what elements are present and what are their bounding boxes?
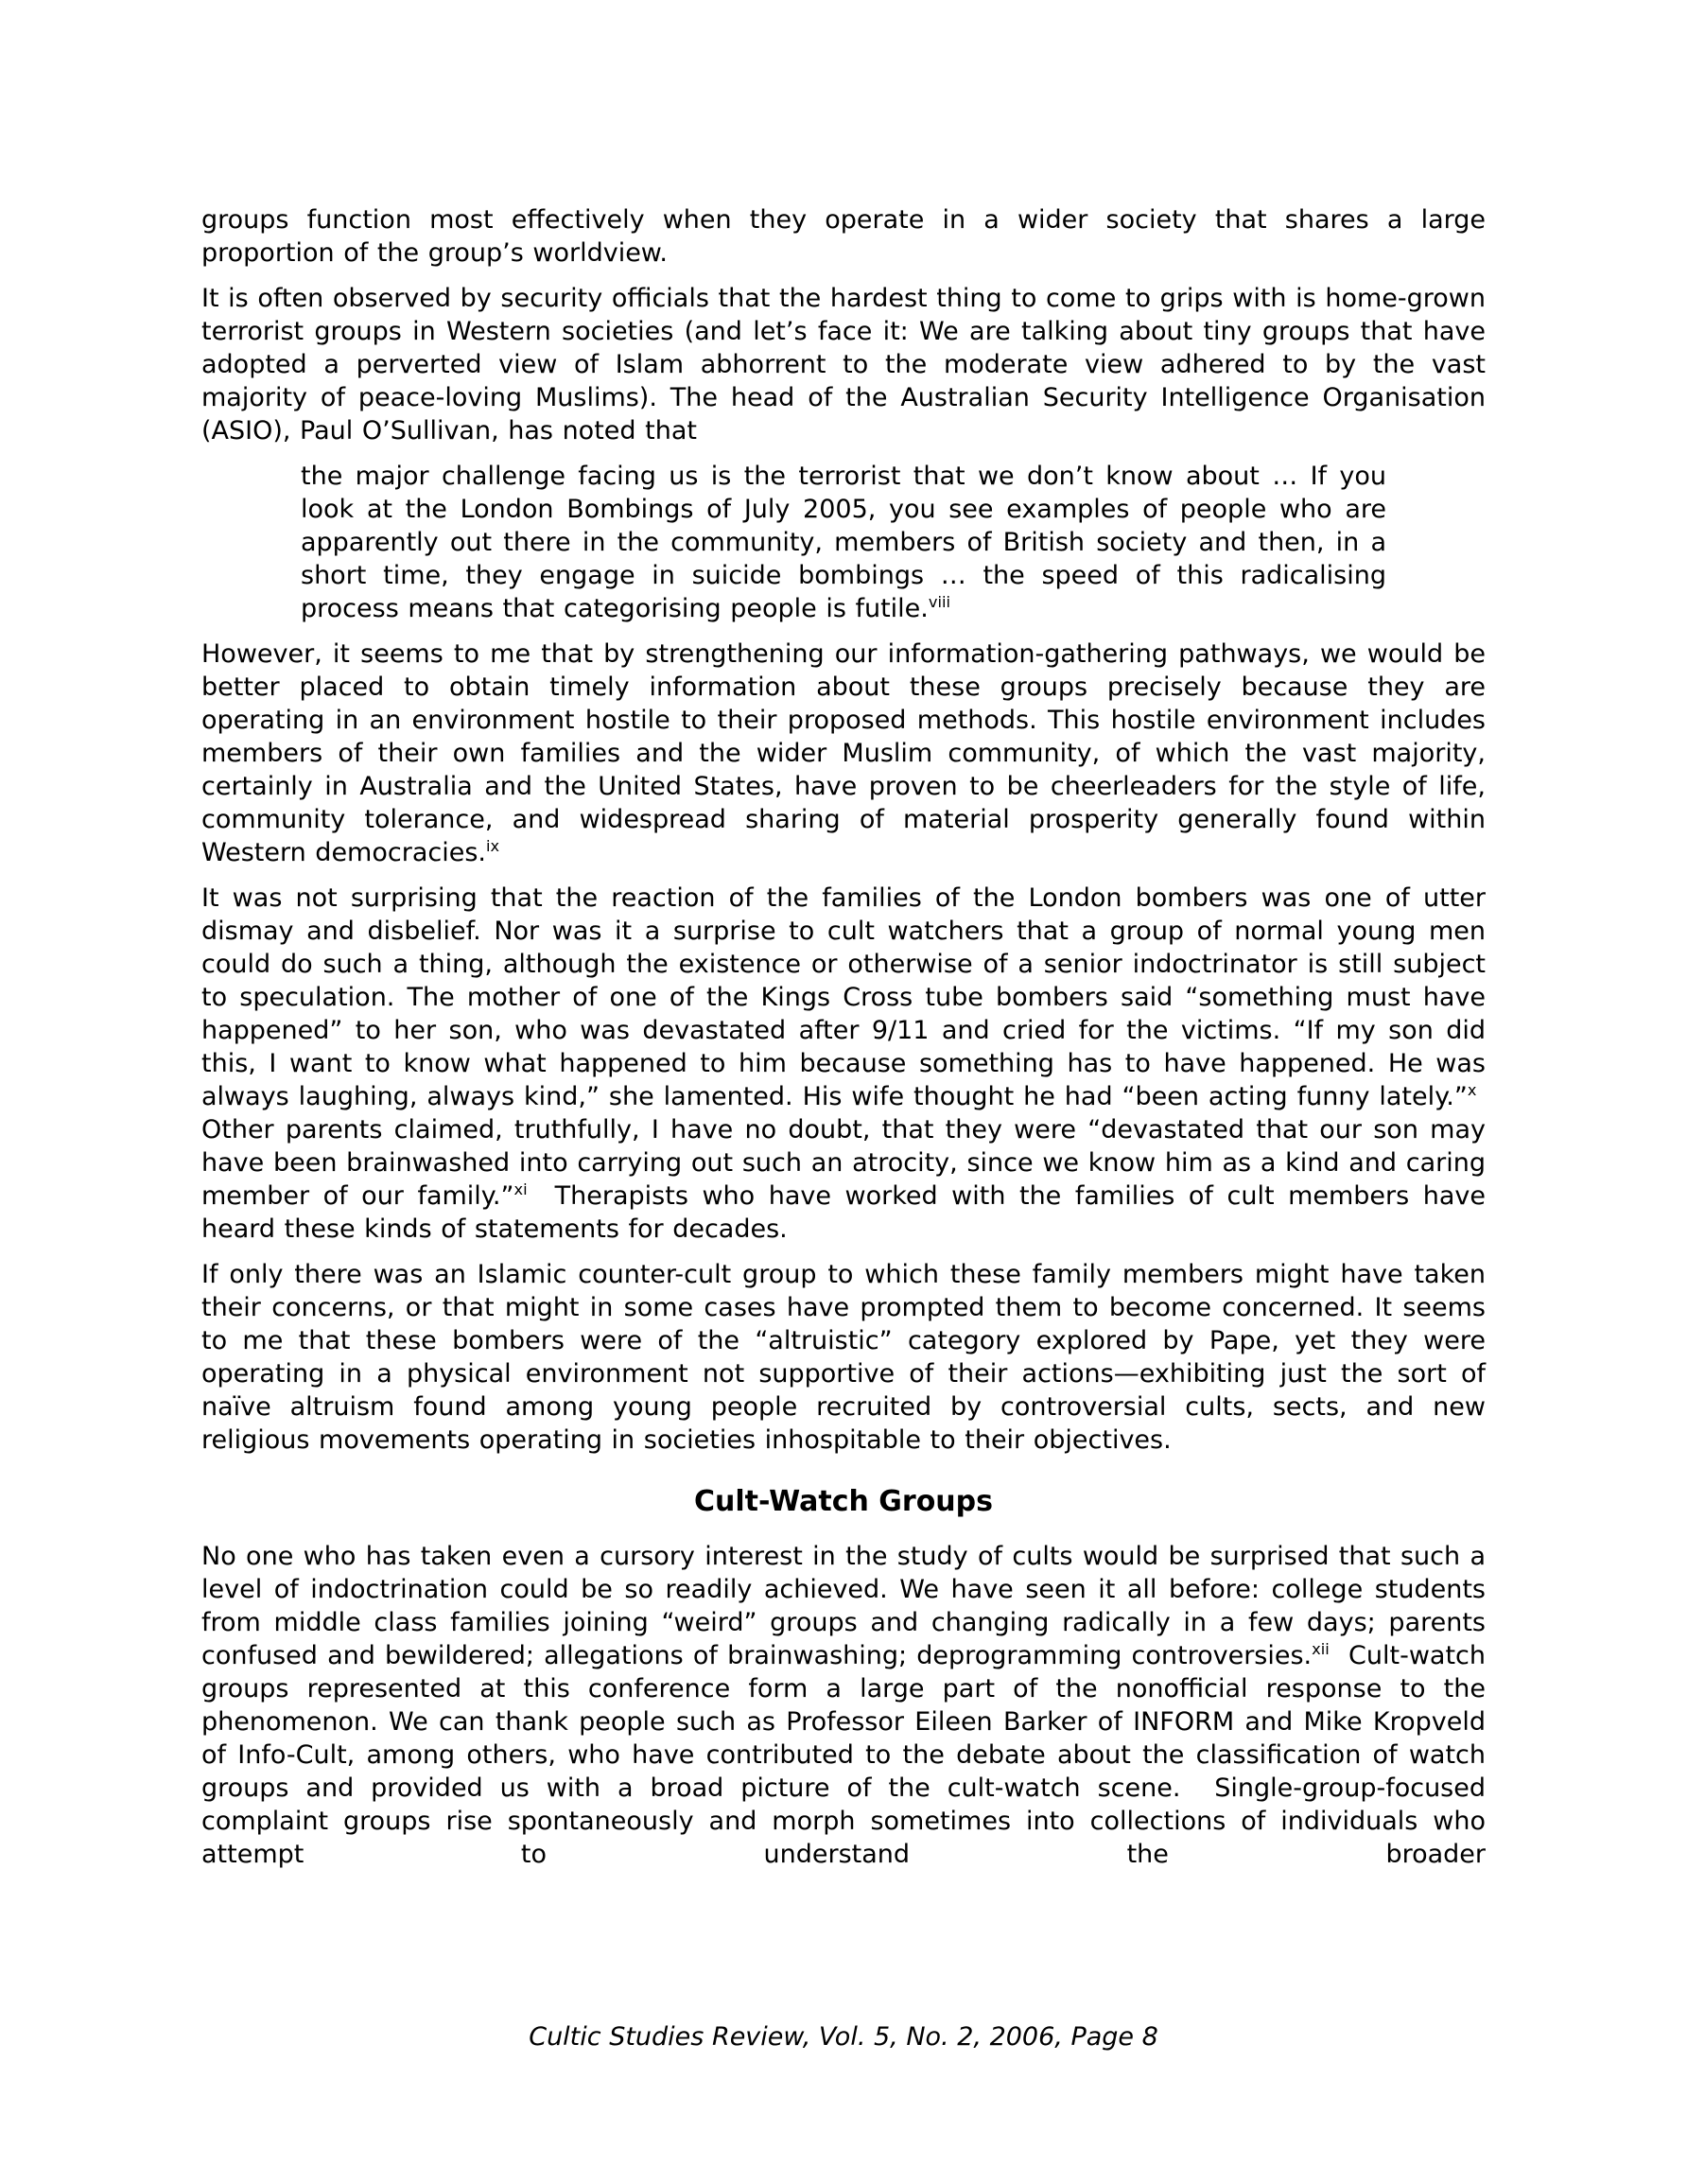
footnote-reference: x xyxy=(1467,1081,1477,1099)
paragraph: If only there was an Islamic counter-cult group to which these family members might have taken their concerns, or that might in some cases have prompted them to become concerned. It seems to me that these bombers were of the “altruistic” category explored by Pape, yet they were operating in a physical environment not supportive of their actions—exhibiting just the sort of naïve altruism found among young people recruited by controversial cults, sects, and new religious movements operating in societies inhospitable to their objectives. xyxy=(201,1260,1486,1455)
page-body-text xyxy=(201,203,1486,1883)
paragraph: groups function most effectively when they operate in a wider society that shares a large proportion of the group’s worldview. xyxy=(201,205,1486,268)
block-quote: the major challenge facing us is the terrorist that we don’t know about … If you look at the London Bombings of July 2005, you see examples of people who are apparently out there in the community, members of British society and then, in a short time, they engage in suicide bombings … the speed of this radicalising process means that categorising people is futile.$^{viii}$ xyxy=(301,462,1386,623)
page-footer xyxy=(0,2020,1687,2053)
paragraph: It is often observed by security officials that the hardest thing to come to grips with is home-grown terrorist groups in Western societies (and let’s face it: We are talking about tiny groups that have adopted a perverted view of Islam abhorrent to the moderate view adhered to by the vast majority of peace-loving Muslims). The head of the Australian Security Intelligence Organisation (ASIO), Paul O’Sullivan, has noted that xyxy=(201,284,1486,446)
section-heading-cult-watch-groups: Cult-Watch Groups xyxy=(693,1485,993,1518)
paragraph: However, it seems to me that by strengthening our information-gathering pathways, we would be better placed to obtain timely information about these groups precisely because they are operating in an environment hostile to their proposed methods. This hostile environment includes members of their own families and the wider Muslim community, of which the vast majority, certainly in Australia and the United States, have proven to be cheerleaders for the style of life, community tolerance, and widespread sharing of material prosperity generally found within Western democracies.$^{ix}$ xyxy=(201,639,1486,867)
paragraph: No one who has taken even a cursory interest in the study of cults would be surprised that such a level of indoctrination could be so readily achieved. We have seen it all before: college students from middle class families joining “weird” groups and changing radically in a few days; parents confused and bewildered; allegations of brainwashing; deprogramming controversies.$^{xii}$ Cult-watch groups represented at this conference form a large part of the nonofficial response to the phenomenon. We can thank people such as Professor Eileen Barker of INFORM and Mike Kropveld of Info-Cult, among others, who have contributed to the debate about the classification of watch groups and provided us with a broad picture of the cult-watch scene. Single-group-focused complaint groups rise spontaneously and morph sometimes into collections of individuals who attempt to understand the broader xyxy=(201,1542,1486,1869)
footnote-reference: xii xyxy=(1312,1640,1330,1658)
footnote-reference: ix xyxy=(485,837,500,855)
footer-citation: Cultic Studies Review, Vol. 5, No. 2, 2006, Page 8 xyxy=(529,2022,1158,2052)
paragraph: It was not surprising that the reaction of the families of the London bombers was one of utter dismay and disbelief. Nor was it a surprise to cult watchers that a group of normal young men could do such a thing, although the existence or otherwise of a senior indoctrinator is still subject to speculation. The mother of one of the Kings Cross tube bombers said “something must have happened” to her son, who was devastated after 9/11 and cried for the victims. “If my son did this, I want to know what happened to him because something has to have happened. He was always laughing, always kind,” she lamented. His wife thought he had “been acting funny lately.”$^x$ Other parents claimed, truthfully, I have no doubt, that they were “devastated that our son may have been brainwashed into carrying out such an atrocity, since we know him as a kind and caring member of our family.”$^{xi}$ Therapists who have worked with the families of cult members have heard these kinds of statements for decades. xyxy=(201,883,1486,1244)
footnote-reference: xi xyxy=(513,1180,528,1198)
footnote-reference: viii xyxy=(928,593,950,611)
